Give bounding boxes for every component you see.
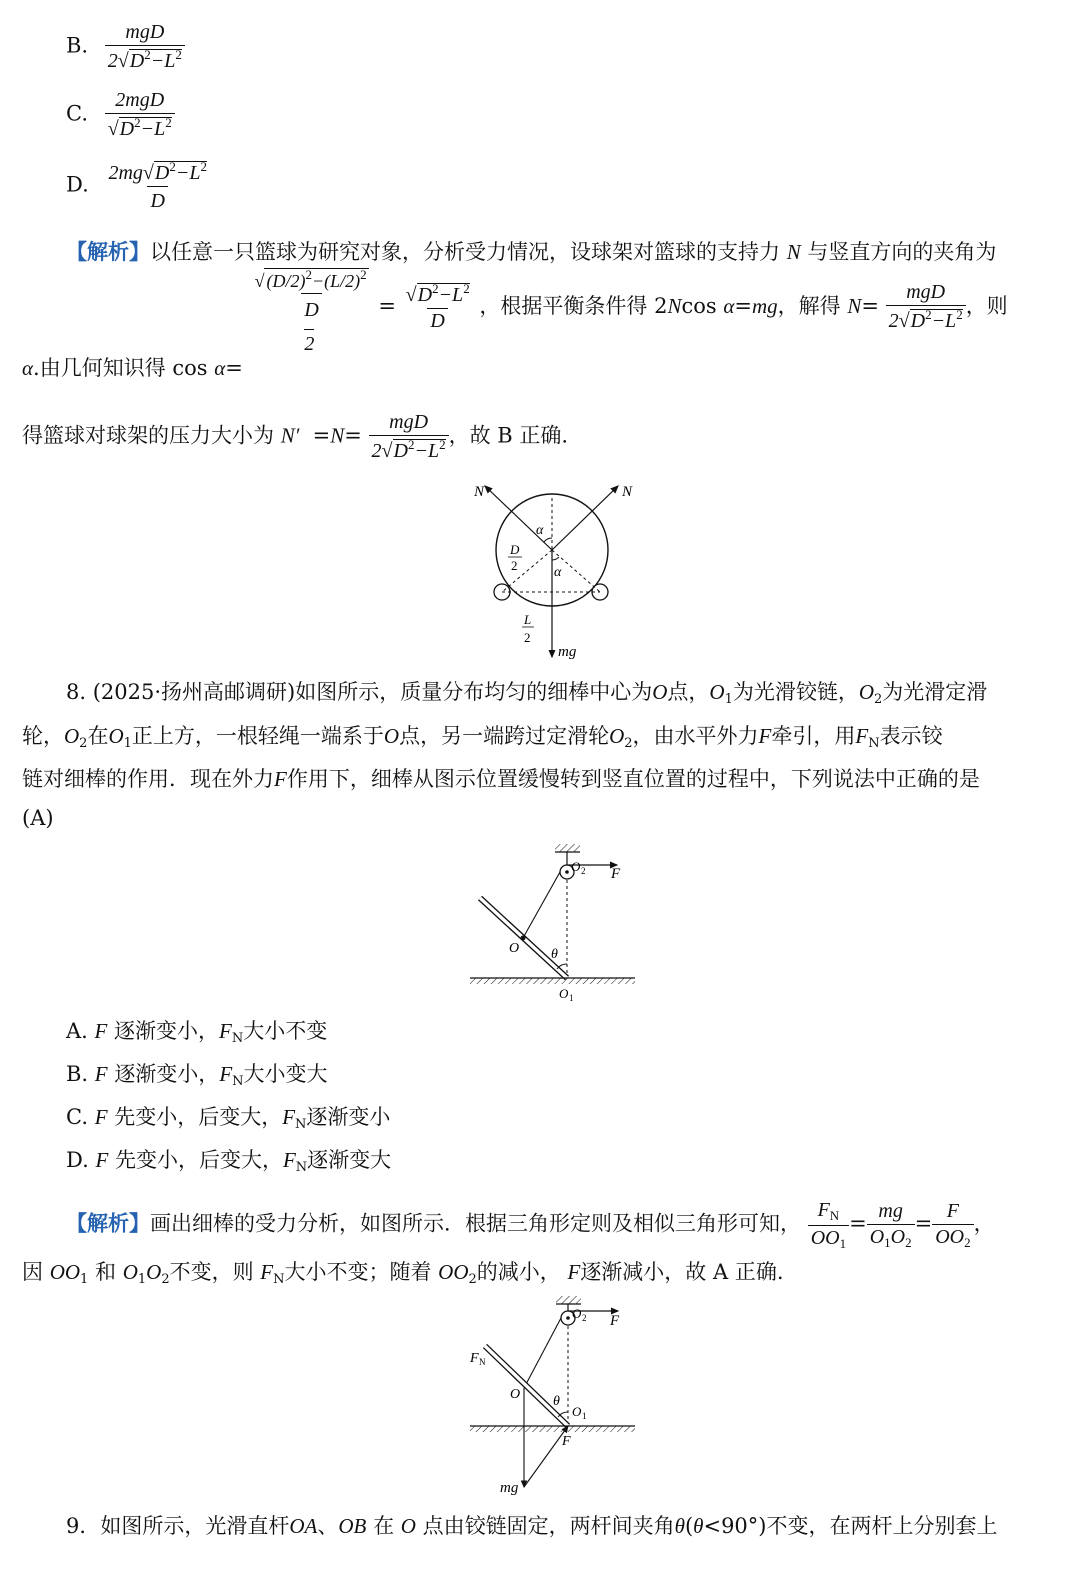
q8-option-fn: F	[282, 1105, 296, 1129]
q8-stem-2g: 表示铰	[879, 724, 943, 748]
q9-stem-c: 在	[373, 1514, 395, 1538]
q7-analysis-line3: 得篮球对球架的压力大小为 N′ =N= $\frac{\text{mgD}}{2√D^2-L^2}$ ，故 B 正确.	[22, 411, 569, 462]
label-f-top: F	[610, 1313, 620, 1329]
ratio-fn: $\frac{F_N}{OO_1}$	[808, 1200, 849, 1250]
n-formula: $\frac{\text{mgD}}{2√D^2-L^2}$	[886, 282, 966, 332]
q8-analysis-line2: 因 $OO_1$ 和 $O_1O_2$不变，则 $F_N$大小不变；随着 $OO_2$的减小， F逐渐减小，故 A 正确.	[22, 1260, 784, 1287]
q8-analysis-2c: 不变，则	[169, 1260, 254, 1284]
rod-force-analysis-diagram	[460, 1292, 650, 1502]
option-c	[66, 90, 175, 140]
label-o1: O	[559, 986, 569, 1001]
label-d-half-num: D	[510, 542, 520, 557]
q8-option-text2: 逐渐变小	[306, 1105, 391, 1129]
label-o1-b: O	[572, 1404, 582, 1419]
q8-option-text2: 大小变大	[243, 1062, 328, 1086]
q7-analysis-line1: 【解析】以任意一只篮球为研究对象，分析受力情况，设球架对篮球的支持力 N 与竖直方向的夹角为	[66, 240, 997, 264]
option-d-label: D.	[66, 172, 89, 197]
q8-option-f: F	[94, 1105, 108, 1129]
q8-option-label: D.	[66, 1148, 89, 1172]
label-alpha-bottom: α	[554, 565, 562, 580]
label-n-left: N	[474, 484, 485, 500]
q8-stem-line1: 8. (2025·扬州高邮调研)如图所示，质量分布均匀的细棒中心为O点，$O_1$为光滑铰链，$O_2$为光滑定滑	[66, 680, 988, 707]
label-mg-b: mg	[500, 1480, 519, 1496]
q9-stem: 9．如图所示，光滑直杆OA、OB 在 O 点由铰链固定，两杆间夹角θ(θ<90°)不变，在两杆上分别套上	[66, 1514, 998, 1538]
rod-pulley-diagram	[465, 840, 645, 1005]
q7-text-3b: ，故 B 正确.	[448, 423, 569, 448]
analysis-tag: 【解析】	[66, 240, 150, 264]
q8-stem-line3: 链对细棒的作用．现在外力F作用下，细棒从图示位置缓慢转到竖直位置的过程中，下列说法中正确的是	[22, 767, 980, 791]
label-mg: mg	[558, 644, 577, 660]
q8-analysis-2f: 逐渐减小，故 A 正确.	[580, 1260, 784, 1284]
label-o2: O	[571, 859, 581, 874]
q9-stem-e: 不变，在两杆上分别套上	[766, 1514, 998, 1538]
label-l-half-num: L	[524, 612, 532, 627]
cos-alpha-result: $\frac{√D^2-L^2}{D}$	[405, 281, 470, 333]
q8-analysis-line1: 【解析】画出细棒的受力分析，如图所示．根据三角形定则及相似三角形可知， $\frac{F_N}{OO_1}$ = $\frac{mg}{O_1O_2}$ = $\frac{F}{OO_2}$ ，	[66, 1199, 995, 1251]
q8-analysis-2d: 大小不变；随着	[284, 1260, 432, 1284]
q8-option-f: F	[94, 1019, 108, 1043]
q8-option: A. F 逐渐变小，$F_N$大小不变	[66, 1019, 328, 1046]
label-d-half-den: 2	[511, 558, 518, 573]
label-o2-sub: 2	[581, 866, 586, 876]
q8-option-label: C.	[66, 1105, 88, 1129]
label-n-right: N	[622, 484, 633, 500]
q9-stem-d: 点由铰链固定，两杆间夹角	[422, 1514, 675, 1538]
q7-analysis-line2: α.由几何知识得 cos α= √ $(D/2)^2-(L/2)^2$ D 2 = $\frac{√D^2-L^2}{D}$ ，根据平衡条件得 2Ncos α=mg，解得 N= $\frac{\text{mgD}}{2√D^2-L^2}$ ，则	[22, 267, 1008, 380]
option-b-label: B.	[66, 33, 89, 58]
label-alpha-top: α	[536, 523, 544, 538]
basketball-force-diagram	[440, 472, 660, 667]
label-f: F	[611, 866, 621, 882]
label-o-b: O	[510, 1387, 521, 1402]
q7-text-3a: 得篮球对球架的压力大小为	[22, 423, 274, 448]
q8-stem-line2: 轮，$O_2$在$O_1$正上方，一根轻绳一端系于O点，另一端跨过定滑轮$O_2$，由水平外力F牵引，用$F_N$表示铰	[22, 724, 943, 751]
q8-stem-2e: ，由水平外力	[632, 724, 759, 748]
label-fn: F	[470, 1351, 479, 1366]
option-c-formula: $\frac{\text{2mgD}}{√D^2-L^2}$	[105, 90, 175, 140]
label-fn-sub: N	[479, 1357, 486, 1367]
cos-alpha-formula: √ $(D/2)^2-(L/2)^2$ D 2	[254, 267, 367, 355]
option-c-label: C.	[66, 101, 88, 126]
q7-text-2c: ，解得	[777, 293, 841, 318]
normal-force-right	[552, 486, 618, 550]
q8-option-f: F	[95, 1148, 109, 1172]
ratio-f: $\frac{F}{OO_2}$	[932, 1201, 973, 1250]
option-b	[66, 22, 185, 72]
q8-stem-1d: 为光滑定滑	[882, 680, 988, 704]
q8-stem-1b: 点，	[667, 680, 710, 704]
q8-stem-1c: 为光滑铰链，	[732, 680, 859, 704]
q8-analysis-2a: 因	[22, 1260, 43, 1284]
rope	[523, 872, 560, 938]
q7-text-2a: .由几何知识得	[33, 355, 166, 380]
ratio-mg: $\frac{mg}{O_1O_2}$	[867, 1201, 915, 1250]
q8-option-text1: 先变小，后变大，	[114, 1105, 283, 1129]
q7-text-1: 以任意一只篮球为研究对象，分析受力情况，设球架对篮球的支持力	[150, 240, 780, 264]
q9-stem-1: 9．如图所示，光滑直杆	[66, 1514, 290, 1538]
q7-text-2b: ，根据平衡条件得	[479, 293, 648, 318]
q8-option: D. F 先变小，后变大，$F_N$逐渐变大	[66, 1148, 392, 1175]
q8-answer	[22, 806, 1050, 830]
q8-stem-3: 链对细棒的作用．现在外力	[22, 767, 274, 791]
q7-text-2d: ，则	[965, 293, 1008, 318]
q8-option-fn: F	[219, 1062, 233, 1086]
label-o: O	[509, 941, 520, 956]
label-o1-sub: 1	[569, 993, 574, 1003]
q8-option-fn: F	[219, 1019, 232, 1043]
label-o1-sub-b: 1	[582, 1411, 587, 1421]
q8-analysis-2b: 和	[95, 1260, 116, 1284]
q8-stem-1: 8. (2025·扬州高邮调研)如图所示，质量分布均匀的细棒中心为	[66, 680, 653, 704]
label-theta-b: θ	[553, 1394, 560, 1409]
q8-option: B. F 逐渐变小，$F_N$大小变大	[66, 1062, 328, 1089]
option-d-formula: $\frac{2mg√D^2-L^2}{D}$	[108, 159, 207, 212]
q8-stem-2f: 牵引，用	[771, 724, 856, 748]
label-o2-sub-b: 2	[582, 1313, 587, 1323]
q8-stem-2: 轮，	[22, 724, 64, 748]
label-theta: θ	[551, 947, 558, 962]
q8-option-fn: F	[282, 1148, 296, 1172]
q8-option-text1: 逐渐变小，	[114, 1019, 220, 1043]
q8-option-f: F	[94, 1062, 108, 1086]
q8-option-label: A.	[66, 1019, 88, 1043]
q8-option-label: B.	[66, 1062, 89, 1086]
q8-analysis-2e: 的减小，	[476, 1260, 561, 1284]
q8-answer-text: (A)	[22, 806, 54, 830]
q8-option-text2: 大小不变	[243, 1019, 328, 1043]
q8-option-text2: 逐渐变大	[307, 1148, 392, 1172]
option-d	[66, 160, 210, 212]
q8-analysis-text-1: 画出细棒的受力分析，如图所示．根据三角形定则及相似三角形可知，	[150, 1211, 801, 1236]
option-b-formula: $\frac{\text{mgD}}{2√D^2-L^2}$	[105, 22, 185, 72]
q9-stem-b: 、	[317, 1514, 339, 1538]
label-l-half-den: 2	[524, 630, 531, 645]
label-o2-b: O	[572, 1306, 582, 1321]
q8-option-text1: 先变小，后变大，	[114, 1148, 283, 1172]
q8-stem-2d: 点，另一端跨过定滑轮	[399, 724, 610, 748]
q8-stem-2c: 正上方，一根轻绳一端系于	[131, 724, 384, 748]
label-f-bottom: F	[562, 1434, 571, 1449]
analysis-tag-2: 【解析】	[66, 1211, 150, 1236]
q7-text-1b: 与竖直方向的夹角为	[807, 240, 997, 264]
n-prime-formula: $\frac{\text{mgD}}{2√D^2-L^2}$	[369, 412, 449, 462]
q8-option: C. F 先变小，后变大，$F_N$逐渐变小	[66, 1105, 391, 1132]
q8-option-text1: 逐渐变小，	[114, 1062, 220, 1086]
q8-stem-2b: 在	[87, 724, 109, 748]
q8-stem-3b: 作用下，细棒从图示位置缓慢转到竖直位置的过程中，下列说法中正确的是	[286, 767, 980, 791]
